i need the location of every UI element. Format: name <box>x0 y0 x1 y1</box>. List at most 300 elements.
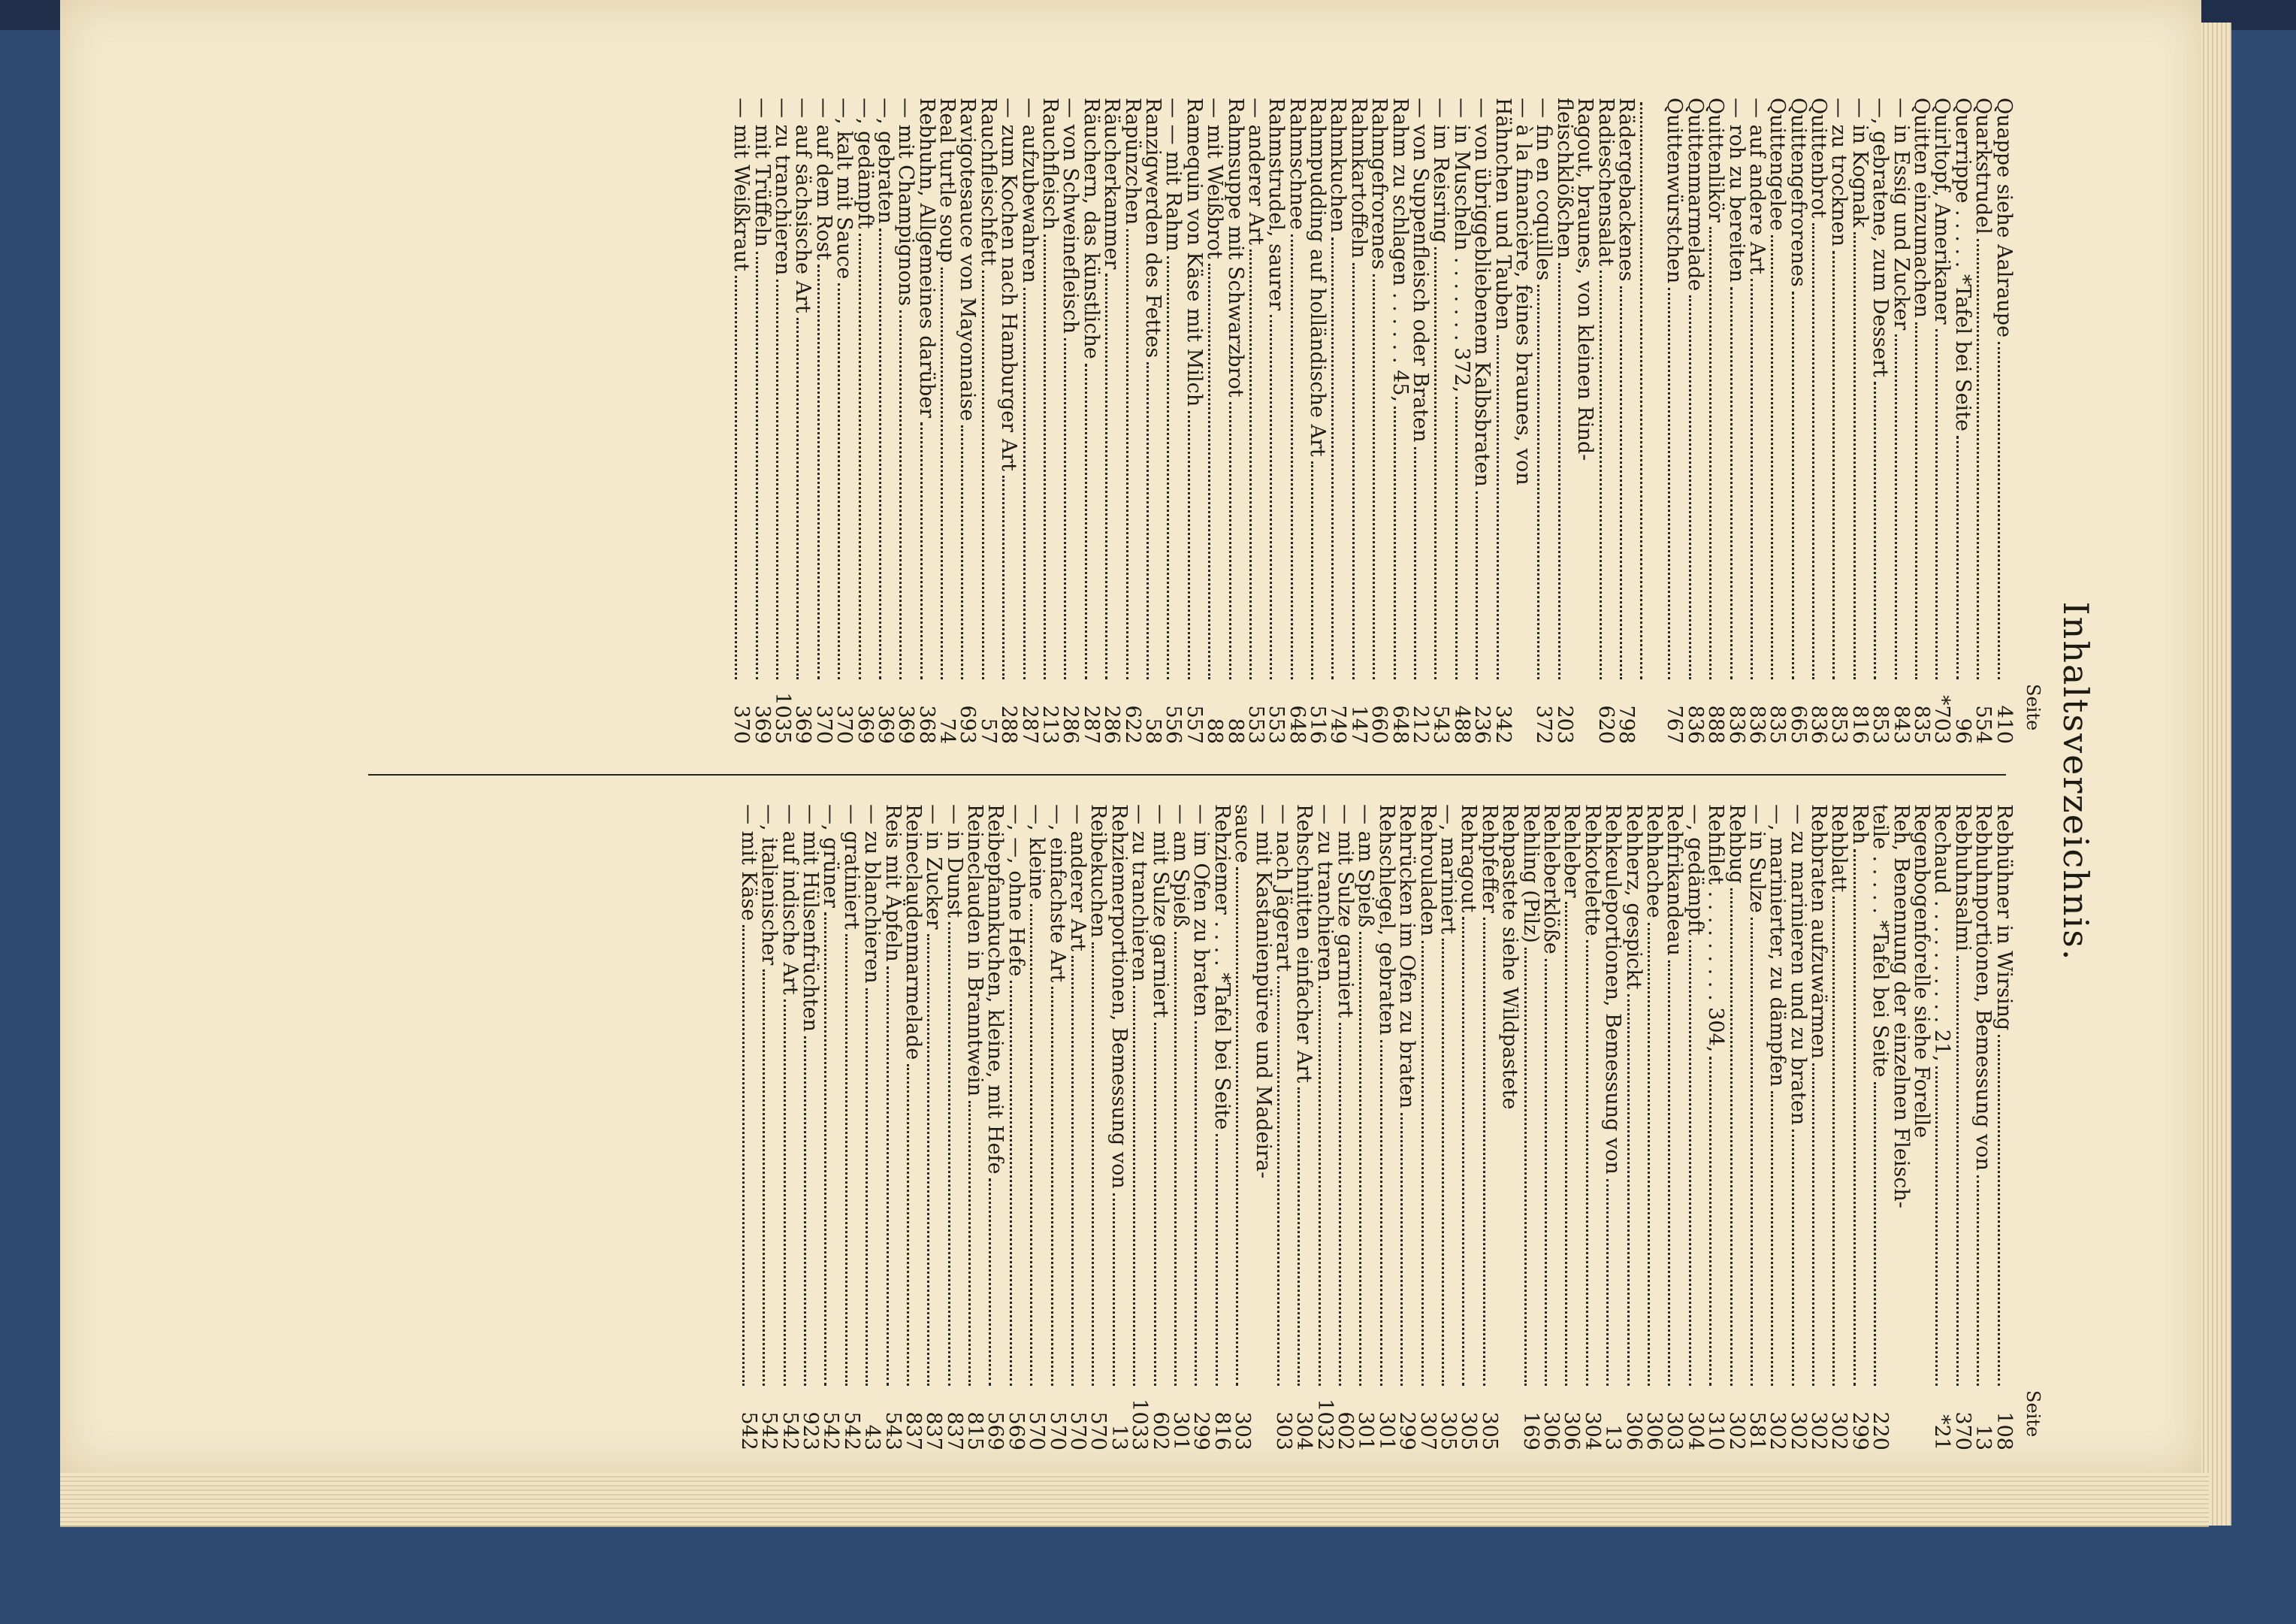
entry-page-number: 57 <box>976 718 1000 744</box>
index-entry <box>1582 804 1602 1450</box>
entry-term: Quappe siehe Aalraupe <box>1992 98 2016 338</box>
entry-page-number: 303 <box>1271 1411 1295 1450</box>
dot-leader <box>1208 264 1210 679</box>
index-entry <box>1203 98 1227 744</box>
dot-leader <box>1606 1179 1609 1386</box>
dot-leader <box>1434 247 1437 679</box>
entry-page-number: 306 <box>1642 1411 1666 1450</box>
dot-leader <box>838 283 840 679</box>
index-entry <box>1225 98 1245 744</box>
entry-term: Rebhuhnsalmi <box>1950 804 1974 951</box>
entry-term: — in Zucker <box>922 804 946 930</box>
entry-page-number: 302 <box>1786 1411 1810 1450</box>
entry-term: Quirltopf, Amerikaner <box>1930 98 1954 325</box>
dot-leader <box>1832 897 1835 1386</box>
dot-leader <box>989 1178 991 1386</box>
index-entry <box>1273 804 1293 1450</box>
dot-leader <box>1216 1134 1218 1386</box>
index-entry <box>1210 804 1234 1450</box>
entry-page-number: 286 <box>1100 705 1124 744</box>
entry-page-number: 923 <box>798 1411 822 1450</box>
index-entry <box>875 98 895 744</box>
index-entry <box>791 98 815 744</box>
dot-leader <box>1414 447 1416 679</box>
index-entry <box>1080 98 1101 744</box>
entry-term: — anderer Art <box>1066 804 1090 951</box>
entry-term: — in Muscheln . . . . . . . 372, <box>1449 98 1473 393</box>
entry-page-number: 749 <box>1326 705 1350 744</box>
entry-page-number: 370 <box>811 705 835 744</box>
dot-leader <box>1360 932 1362 1386</box>
entry-term: Rahmkuchen <box>1326 98 1350 233</box>
entry-term: — mit Weißbrot <box>1203 98 1227 259</box>
entry-page-number: 299 <box>1395 1411 1419 1450</box>
entry-page-number: 665 <box>1786 705 1810 744</box>
dot-leader <box>1044 234 1046 679</box>
entry-page-number: 370 <box>730 705 754 744</box>
dot-leader <box>1956 436 1959 679</box>
entry-term: — in Kognak <box>1847 98 1872 228</box>
entry-term: — in Essig und Zucker <box>1889 98 1913 331</box>
index-entry <box>1025 804 1049 1450</box>
dot-leader <box>1380 1040 1382 1386</box>
dot-leader <box>1249 249 1252 679</box>
entry-term: —, mariniert <box>1437 804 1461 935</box>
dot-leader <box>879 228 881 679</box>
entry-term: Reibekuchen <box>1086 804 1110 938</box>
entry-term: — roh zu bereiten <box>1724 98 1748 283</box>
dot-leader <box>1874 1082 1876 1386</box>
dot-leader <box>1709 227 1711 679</box>
index-entry <box>1952 804 1972 1450</box>
dot-leader <box>927 934 929 1386</box>
dot-leader <box>1812 223 1814 679</box>
dot-leader <box>1126 229 1128 679</box>
dot-leader <box>1895 334 1897 679</box>
index-entry <box>1019 98 1039 744</box>
entry-page-number: 570 <box>1045 1411 1069 1450</box>
dot-leader <box>1689 295 1691 679</box>
dot-leader <box>1051 987 1053 1386</box>
entry-term: Reibepfannkuchen, kleine, mit Hefe <box>983 804 1008 1175</box>
dot-leader <box>859 234 861 679</box>
index-entry <box>1355 804 1376 1450</box>
index-entry <box>832 98 856 744</box>
index-entry <box>1684 804 1705 1450</box>
dot-leader <box>776 280 778 679</box>
index-entry <box>1869 804 1893 1450</box>
entry-term: Quittenwürstchen <box>1663 98 1687 284</box>
index-entry <box>1140 98 1165 744</box>
dot-leader <box>1174 932 1177 1386</box>
entry-page-number: 888 <box>1704 705 1728 744</box>
entry-page-number: 369 <box>894 705 918 744</box>
dot-leader <box>1751 918 1753 1386</box>
index-entry <box>1047 804 1067 1450</box>
index-entry <box>1704 98 1728 744</box>
entry-term: Ravigotesauce von Mayonnaise <box>956 98 980 422</box>
dot-leader <box>1010 981 1012 1386</box>
entry-page-number: 303 <box>1231 1411 1255 1450</box>
index-entry <box>1787 804 1808 1450</box>
dot-leader <box>1545 959 1547 1386</box>
seite-header-right: Seite <box>2023 1390 2044 1438</box>
entry-term: Reis mit Äpfeln <box>881 804 905 962</box>
entry-page-number: 556 <box>1162 705 1186 744</box>
entry-page-number: 288 <box>997 705 1021 744</box>
dot-leader <box>920 422 923 679</box>
dot-leader <box>1394 407 1396 679</box>
entry-page-number: 836 <box>1683 705 1707 744</box>
dot-leader <box>1270 315 1272 679</box>
dot-leader <box>1709 1057 1711 1386</box>
dot-leader <box>1105 274 1107 679</box>
entry-term: — fin en coquilles <box>1532 98 1556 281</box>
dot-leader <box>1792 292 1794 679</box>
dot-leader <box>1298 1087 1300 1386</box>
index-entry <box>1491 98 1515 744</box>
column-divider <box>368 774 2006 776</box>
index-entry <box>1554 98 1574 744</box>
index-entry <box>1726 98 1746 744</box>
index-entry <box>1437 804 1461 1450</box>
entry-term: Rehleberklöße <box>1539 804 1563 954</box>
entry-term: Rauchfleisch <box>1038 98 1062 230</box>
entry-term: Rehfrikandeau <box>1663 804 1687 956</box>
entry-page-number: 302 <box>1766 1411 1790 1450</box>
index-entry <box>1807 804 1831 1450</box>
index-entry <box>1107 804 1131 1450</box>
index-entry <box>1395 804 1419 1450</box>
index-entry <box>1601 804 1625 1450</box>
entry-term: — mit Käse <box>736 804 760 921</box>
index-entry <box>1038 98 1062 744</box>
entry-page-number: 286 <box>1059 705 1083 744</box>
entry-term: Rahm zu schlagen . . . . . . 45, <box>1388 98 1412 403</box>
entry-page-number: 798 <box>1614 705 1638 744</box>
entry-term: — im Ofen zu braten <box>1189 804 1213 1018</box>
entry-page-number: 342 <box>1491 705 1515 744</box>
entry-page-number: 306 <box>1621 1411 1645 1450</box>
index-entry <box>1245 98 1265 744</box>
entry-term: — gratiniert <box>839 804 863 930</box>
entry-page-number: 301 <box>1354 1411 1378 1450</box>
entry-term: Rehherz, gespickt <box>1621 804 1645 990</box>
index-entry <box>1910 98 1934 744</box>
index-column-right <box>738 804 2014 1450</box>
index-entry <box>881 804 905 1450</box>
entry-page-number: 302 <box>1827 1411 1851 1450</box>
entry-page-number: 74 <box>935 718 959 744</box>
entry-term: — zum Kochen nach Hamburger Art <box>997 98 1021 471</box>
dot-leader <box>1146 362 1149 679</box>
dot-leader <box>804 1036 806 1386</box>
entry-page-number: 310 <box>1704 1411 1728 1450</box>
index-entry <box>1890 804 1911 1450</box>
dot-leader <box>1832 251 1835 679</box>
entry-page-number: 542 <box>778 1411 802 1450</box>
entry-term: — von übriggebliebenem Kalbsbraten <box>1470 98 1494 487</box>
entry-term: Reineclaudenmarmelade <box>901 804 925 1060</box>
dot-leader <box>948 922 950 1386</box>
entry-page-number: 306 <box>1560 1411 1584 1450</box>
dot-leader <box>1935 329 1938 679</box>
entry-term: — anderer Art <box>1243 98 1267 245</box>
entry-term: — — mit Rahm <box>1162 98 1186 252</box>
dot-leader <box>1730 287 1733 679</box>
entry-term: —, gedämpft <box>1683 804 1707 936</box>
index-entry <box>1663 98 1687 744</box>
entry-page-number: 816 <box>1847 705 1872 744</box>
dot-leader <box>1339 1023 1341 1386</box>
entry-page-number: 543 <box>881 1411 905 1450</box>
entry-page-number: 220 <box>1869 1411 1893 1450</box>
entry-term: Rahmstrudel, saurer <box>1264 98 1288 311</box>
entry-page-number: 837 <box>901 1411 925 1450</box>
entry-page-number: 304 <box>1580 1411 1604 1450</box>
index-entry <box>1122 98 1142 744</box>
index-entry <box>1498 804 1522 1450</box>
dot-leader <box>1030 904 1032 1386</box>
index-entry <box>1560 804 1584 1450</box>
entry-term: Rehleber <box>1560 804 1584 898</box>
index-entry <box>1292 804 1316 1450</box>
entry-page-number: 287 <box>1017 705 1041 744</box>
entry-page-number: 212 <box>1409 705 1433 744</box>
entry-term: Rehragout <box>1457 804 1481 913</box>
dot-leader <box>1085 364 1087 679</box>
dot-leader <box>1113 1193 1115 1386</box>
dot-leader <box>1462 917 1464 1386</box>
entry-term: —, italienischer <box>757 804 781 966</box>
dot-leader <box>1668 288 1670 679</box>
index-entry <box>1532 98 1556 744</box>
index-entry <box>1170 804 1190 1450</box>
entry-term: — am Spieß <box>1354 804 1378 928</box>
entry-term: Rechaud . . . . . . . . . . 21, <box>1930 804 1954 1062</box>
dot-leader <box>845 934 847 1386</box>
dot-leader <box>887 966 889 1386</box>
entry-page-number: 767 <box>1663 705 1687 744</box>
index-entry <box>1409 98 1433 744</box>
entry-term: — im Reisring <box>1429 98 1453 243</box>
index-entry <box>1512 98 1536 744</box>
entry-page-number: 543 <box>1429 705 1453 744</box>
index-entry <box>1869 98 1893 744</box>
entry-term: — von Suppenfleisch oder Braten <box>1409 98 1433 443</box>
index-entry <box>860 804 884 1450</box>
entry-page-number: 620 <box>1594 705 1618 744</box>
entry-page-number: 843 <box>1889 705 1913 744</box>
dot-leader <box>824 912 826 1386</box>
entry-page-number: 1033 <box>1128 1399 1152 1450</box>
dot-leader <box>817 265 820 679</box>
entry-term: Rahmgefrorenes <box>1367 98 1391 270</box>
entry-term: — auf sächsische Art <box>791 98 815 313</box>
entry-page-number: 370 <box>832 705 856 744</box>
index-entry <box>1348 98 1368 744</box>
entry-term: Rapünzchen <box>1120 98 1144 225</box>
index-entry <box>1787 98 1808 744</box>
entry-page-number: 410 <box>1992 705 2016 744</box>
dot-leader <box>1915 322 1917 679</box>
entry-term: —, gebraten <box>873 98 897 224</box>
entry-page-number: 553 <box>1264 705 1288 744</box>
index-entry <box>854 98 875 744</box>
entry-page-number: 43 <box>860 1424 884 1450</box>
entry-term: — zu tranchieren <box>770 98 794 276</box>
entry-page-number: 372 <box>1532 705 1556 744</box>
index-entry <box>1334 804 1358 1450</box>
entry-page-number: 570 <box>1025 1411 1049 1450</box>
entry-term: Rehbug <box>1724 804 1748 884</box>
entry-page-number: 553 <box>1243 705 1267 744</box>
index-entry <box>1328 98 1348 744</box>
index-entry <box>922 804 946 1450</box>
entry-page-number: 836 <box>1724 705 1748 744</box>
entry-term: Rehziemerportionen, Bemessung von <box>1107 804 1131 1189</box>
entry-term: —, grüner <box>819 804 843 909</box>
index-entry <box>1642 804 1666 1450</box>
index-entry <box>1623 804 1643 1450</box>
entry-page-number: 369 <box>791 705 815 744</box>
entry-page-number: 660 <box>1367 705 1391 744</box>
entry-term: — nach Jägerart <box>1271 804 1295 972</box>
entry-term: Quittenlikör <box>1704 98 1728 223</box>
entry-term: — zu blanchieren <box>860 804 884 984</box>
dot-leader <box>735 276 737 679</box>
index-entry <box>841 804 861 1450</box>
entry-page-number: 368 <box>914 705 938 744</box>
dot-leader <box>1133 986 1135 1386</box>
dot-leader <box>1565 902 1567 1386</box>
entry-page-number: 542 <box>736 1411 760 1450</box>
dot-leader <box>961 425 963 679</box>
entry-term: — aufzubewahren <box>1017 98 1041 283</box>
index-entry <box>935 98 959 744</box>
entry-page-number: 303 <box>1663 1411 1687 1450</box>
index-entry <box>730 98 754 744</box>
dot-leader <box>1620 286 1622 679</box>
entry-page-number: 570 <box>1086 1411 1110 1450</box>
entry-page-number: 853 <box>1869 705 1893 744</box>
entry-term: — in Dunst <box>942 804 966 918</box>
entry-page-number: 304 <box>1683 1411 1707 1450</box>
index-entry <box>1539 804 1563 1450</box>
entry-page-number: 1032 <box>1313 1399 1337 1450</box>
dot-leader <box>1497 335 1499 679</box>
entry-page-number: 569 <box>983 1411 1008 1450</box>
index-entry <box>1766 98 1790 744</box>
entry-page-number: 1035 <box>770 692 794 744</box>
index-entry <box>1615 98 1636 744</box>
dot-leader <box>1023 288 1026 679</box>
entry-term: Ranzigwerden des Fettes <box>1140 98 1165 358</box>
dot-leader <box>968 1101 971 1386</box>
entry-term: Real turtle soup <box>935 98 959 263</box>
entry-term: — mit Kastanienpüree und Madeira- <box>1251 804 1275 1179</box>
index-entry <box>1367 98 1391 744</box>
entry-page-number: 306 <box>1539 1411 1563 1450</box>
dot-leader <box>784 1000 786 1386</box>
entry-page-number: 305 <box>1477 1411 1501 1450</box>
index-entry <box>1930 98 1954 744</box>
entry-page-number: 301 <box>1374 1411 1398 1450</box>
index-entry <box>1252 804 1273 1450</box>
index-entry <box>778 804 802 1450</box>
entry-term: — auf dem Rost <box>811 98 835 261</box>
entry-term: — zu tranchieren <box>1313 804 1337 982</box>
index-entry <box>1306 98 1330 744</box>
entry-page-number: 213 <box>1038 705 1062 744</box>
entry-term: — zu tranchieren <box>1128 804 1152 982</box>
entry-page-number: *21 <box>1930 1414 1954 1450</box>
dot-leader <box>1373 274 1375 679</box>
entry-term: teile . . . . . *Tafel bei Seite <box>1869 804 1893 1078</box>
index-entry <box>1847 804 1872 1450</box>
index-entry <box>1684 98 1705 744</box>
dot-leader <box>763 969 765 1386</box>
entry-term: Quitten einzumachen <box>1910 98 1934 319</box>
entry-page-number: 554 <box>1971 705 1995 744</box>
index-entry <box>1479 804 1499 1450</box>
index-entry <box>1264 98 1288 744</box>
dot-leader <box>1442 939 1444 1386</box>
index-entry <box>1745 804 1769 1450</box>
dot-leader <box>1977 239 1979 679</box>
entry-page-number: 287 <box>1079 705 1103 744</box>
entry-page-number: 835 <box>1766 705 1790 744</box>
index-entry <box>1470 98 1494 744</box>
entry-term: Rahmkartoffeln <box>1346 98 1370 259</box>
entry-term: Rehblatt <box>1827 804 1851 893</box>
entry-term: Rehling (Pilz) <box>1518 804 1542 943</box>
entry-page-number: 569 <box>1004 1411 1028 1450</box>
dot-leader <box>1311 461 1313 679</box>
dot-leader <box>982 271 984 679</box>
entry-term: — in Sulze <box>1745 804 1769 913</box>
entry-page-number: 369 <box>873 705 897 744</box>
dot-leader <box>1188 411 1190 679</box>
dot-leader <box>1730 888 1733 1386</box>
dot-leader <box>1291 234 1293 679</box>
index-entry <box>1520 804 1540 1450</box>
entry-term: — zu trocknen <box>1827 98 1851 247</box>
index-entry <box>956 98 980 744</box>
dot-leader <box>1935 1066 1938 1386</box>
entry-page-number: 836 <box>1745 705 1769 744</box>
entry-page-number: 815 <box>963 1411 987 1450</box>
entry-page-number: 557 <box>1182 705 1206 744</box>
entry-page-number: 236 <box>1470 705 1494 744</box>
index-entry <box>819 804 843 1450</box>
index-column-left <box>730 98 2014 744</box>
dot-leader <box>1558 263 1560 679</box>
index-entry <box>757 804 781 1450</box>
entry-term: Rehpfeffer <box>1477 804 1501 914</box>
entry-term: — mit Sulze garniert <box>1148 804 1172 1018</box>
entry-page-number: 837 <box>922 1411 946 1450</box>
dot-leader <box>1874 382 1876 679</box>
index-entry <box>1766 804 1790 1450</box>
entry-page-number: 542 <box>757 1411 781 1450</box>
entry-term: Quittenmarmelade <box>1683 98 1707 292</box>
dot-leader <box>1586 940 1588 1386</box>
index-entry <box>751 98 772 744</box>
index-entry <box>1376 804 1396 1450</box>
entry-term: — auf indische Art <box>778 804 802 995</box>
entry-term: Quarkstrudel <box>1971 98 1995 234</box>
